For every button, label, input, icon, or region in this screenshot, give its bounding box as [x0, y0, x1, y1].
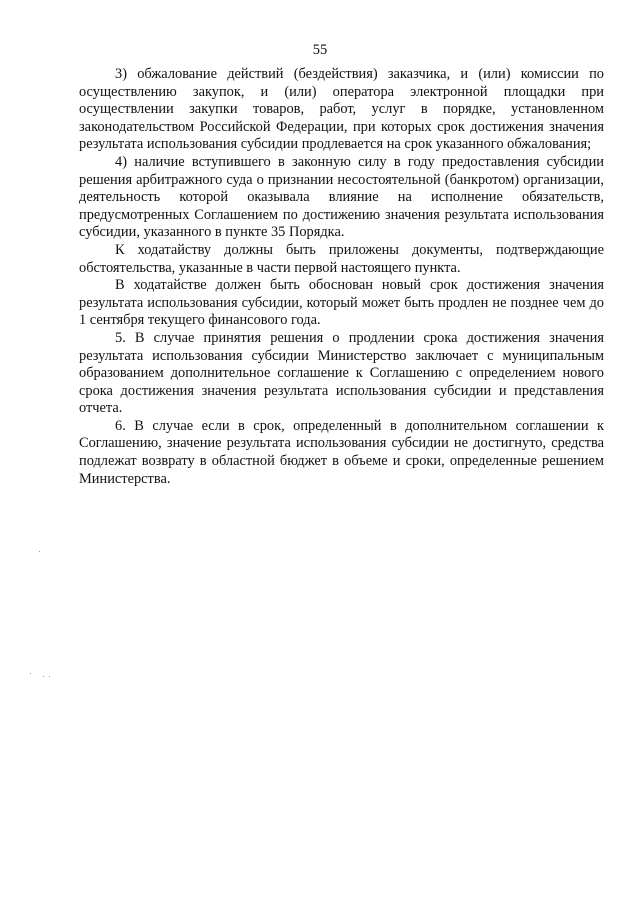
scan-artifact-dot — [49, 676, 50, 677]
paragraph-clause-5: 5. В случае принятия решения о продлении срока достижения значения результата использования субсидии Министерство заключает с муниципальным образованием дополнительное соглашение к Соглашению с определением нового срока достижения значения результата использования субсидии и представления отчета. — [79, 329, 604, 417]
paragraph-item-4: 4) наличие вступившего в законную силу в году предоставления субсидии решения арбитражного суда о признании несостоятельной (банкротом) организации, деятельность которой оказывала влияние на исполнение обязательств, предусмотренных Соглашением по достижению значения результата использования субсидии, указанного в пункте 35 Порядка. — [79, 153, 604, 241]
paragraph-attachments: К ходатайству должны быть приложены документы, подтверждающие обстоятельства, указанные в части первой настоящего пункта. — [79, 241, 604, 276]
paragraph-new-term: В ходатайстве должен быть обоснован новый срок достижения значения результата использования субсидии, который может быть продлен не позднее чем до 1 сентября текущего финансового года. — [79, 277, 604, 329]
scan-artifact-dot — [43, 676, 44, 677]
page-number: 55 — [312, 42, 328, 58]
paragraph-clause-6: 6. В случае если в срок, определенный в дополнительном соглашении к Соглашению, значение результата использования субсидии не достигнуто, средства подлежат возврату в областной бюджет в объеме и сроки, определенные решением Министерства. — [79, 417, 604, 487]
paragraph-item-3: 3) обжалование действий (бездействия) заказчика, и (или) комиссии по осуществлению закупок, и (или) оператора электронной площадки при осуществлении закупки товаров, работ, услуг в порядке, установленном законодательством Российской Федерации, при которых срок достижения значения результата использования субсидии продлевается на срок указанного обжалования; — [79, 66, 604, 153]
scan-artifact-dot — [30, 673, 31, 674]
document-body — [79, 66, 604, 488]
scan-artifact-dot — [39, 551, 40, 552]
